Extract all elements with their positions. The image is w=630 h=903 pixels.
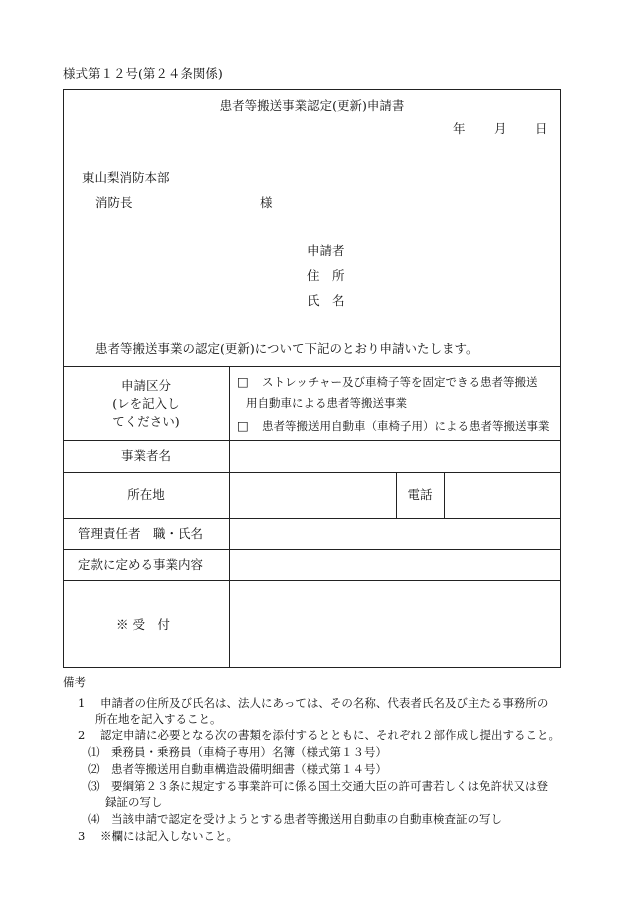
subnote4-text: 当該申請で認定を受けようとする患者等搬送用自動車の自動車検査証の写し — [111, 812, 502, 826]
table-top-rule — [63, 366, 561, 367]
subnote1-number: ⑴ — [88, 745, 100, 759]
form-title: 患者等搬送事業認定(更新)申請書 — [219, 98, 405, 113]
applicant-label: 申請者 — [307, 243, 345, 258]
option1-text-line2: 用自動車による患者等搬送事業 — [246, 396, 407, 410]
option2-checkbox[interactable]: □ — [237, 418, 249, 433]
subnote3-line2: 録証の写し — [105, 795, 163, 809]
note2-line1: 認定申請に必要となる次の書類を添付するとともに、それぞれ２部作成し提出すること。 — [100, 728, 560, 742]
option2-text: 患者等搬送用自動車（車椅子用）による患者等搬送事業 — [262, 419, 550, 433]
note1-line2: 所在地を記入すること。 — [95, 712, 222, 726]
subnote1-text: 乗務員・乗務員（車椅子専用）名簿（様式第１３号） — [111, 745, 387, 759]
note1-line1: 申請者の住所及び氏名は、法人にあっては、その名称、代表者氏名及び主たる事務所の — [100, 696, 549, 710]
note3-text: ※欄には記入しないこと。 — [100, 829, 238, 843]
reception-label: ※ 受 付 — [116, 617, 170, 632]
manager-label: 管理責任者 職・氏名 — [78, 526, 204, 541]
notes-heading: 備考 — [63, 675, 86, 689]
addressee-honorific: 様 — [260, 195, 273, 210]
application-statement: 患者等搬送事業の認定(更新)について下記のとおり申請いたします。 — [95, 341, 479, 356]
articles-label: 定款に定める事業内容 — [78, 557, 204, 572]
table-rule-1 — [63, 440, 561, 441]
addressee-chief: 消防長 — [95, 195, 133, 210]
date-month-label: 月 — [494, 121, 507, 136]
phone-divider-right — [444, 472, 445, 518]
applicant-name-label: 氏 名 — [307, 293, 345, 308]
date-day-label: 日 — [535, 121, 548, 136]
table-rule-2 — [63, 472, 561, 473]
subnote2-text: 患者等搬送用自動車構造設備明細書（様式第１４号） — [111, 762, 387, 776]
subnote3-number: ⑶ — [88, 779, 100, 793]
subnote4-number: ⑷ — [88, 812, 100, 826]
note3-number: 3 — [78, 829, 86, 843]
subnote2-number: ⑵ — [88, 762, 100, 776]
applicant-address-label: 住 所 — [307, 268, 345, 283]
option1-text-line1: ストレッチャー及び車椅子等を固定できる患者等搬送 — [262, 375, 538, 389]
addressee-organization: 東山梨消防本部 — [82, 170, 170, 185]
category-label-line2: (レを記入し — [112, 396, 180, 411]
date-year-label: 年 — [453, 121, 466, 136]
business-name-label: 事業者名 — [120, 448, 171, 463]
table-rule-5 — [63, 580, 561, 581]
table-column-divider — [229, 366, 230, 668]
category-label-line1: 申請区分 — [120, 378, 171, 393]
table-rule-3 — [63, 518, 561, 519]
note1-number: 1 — [78, 696, 86, 710]
category-label-line3: てください) — [112, 414, 180, 429]
form-number: 様式第１２号(第２４条関係) — [63, 66, 223, 81]
note2-number: 2 — [78, 728, 86, 742]
phone-label: 電話 — [407, 487, 433, 502]
option1-checkbox[interactable]: □ — [237, 374, 249, 389]
subnote3-line1: 要綱第２３条に規定する事業許可に係る国土交通大臣の許可書若しくは免許状又は登 — [111, 779, 548, 793]
table-rule-4 — [63, 549, 561, 550]
location-label: 所在地 — [127, 487, 165, 502]
